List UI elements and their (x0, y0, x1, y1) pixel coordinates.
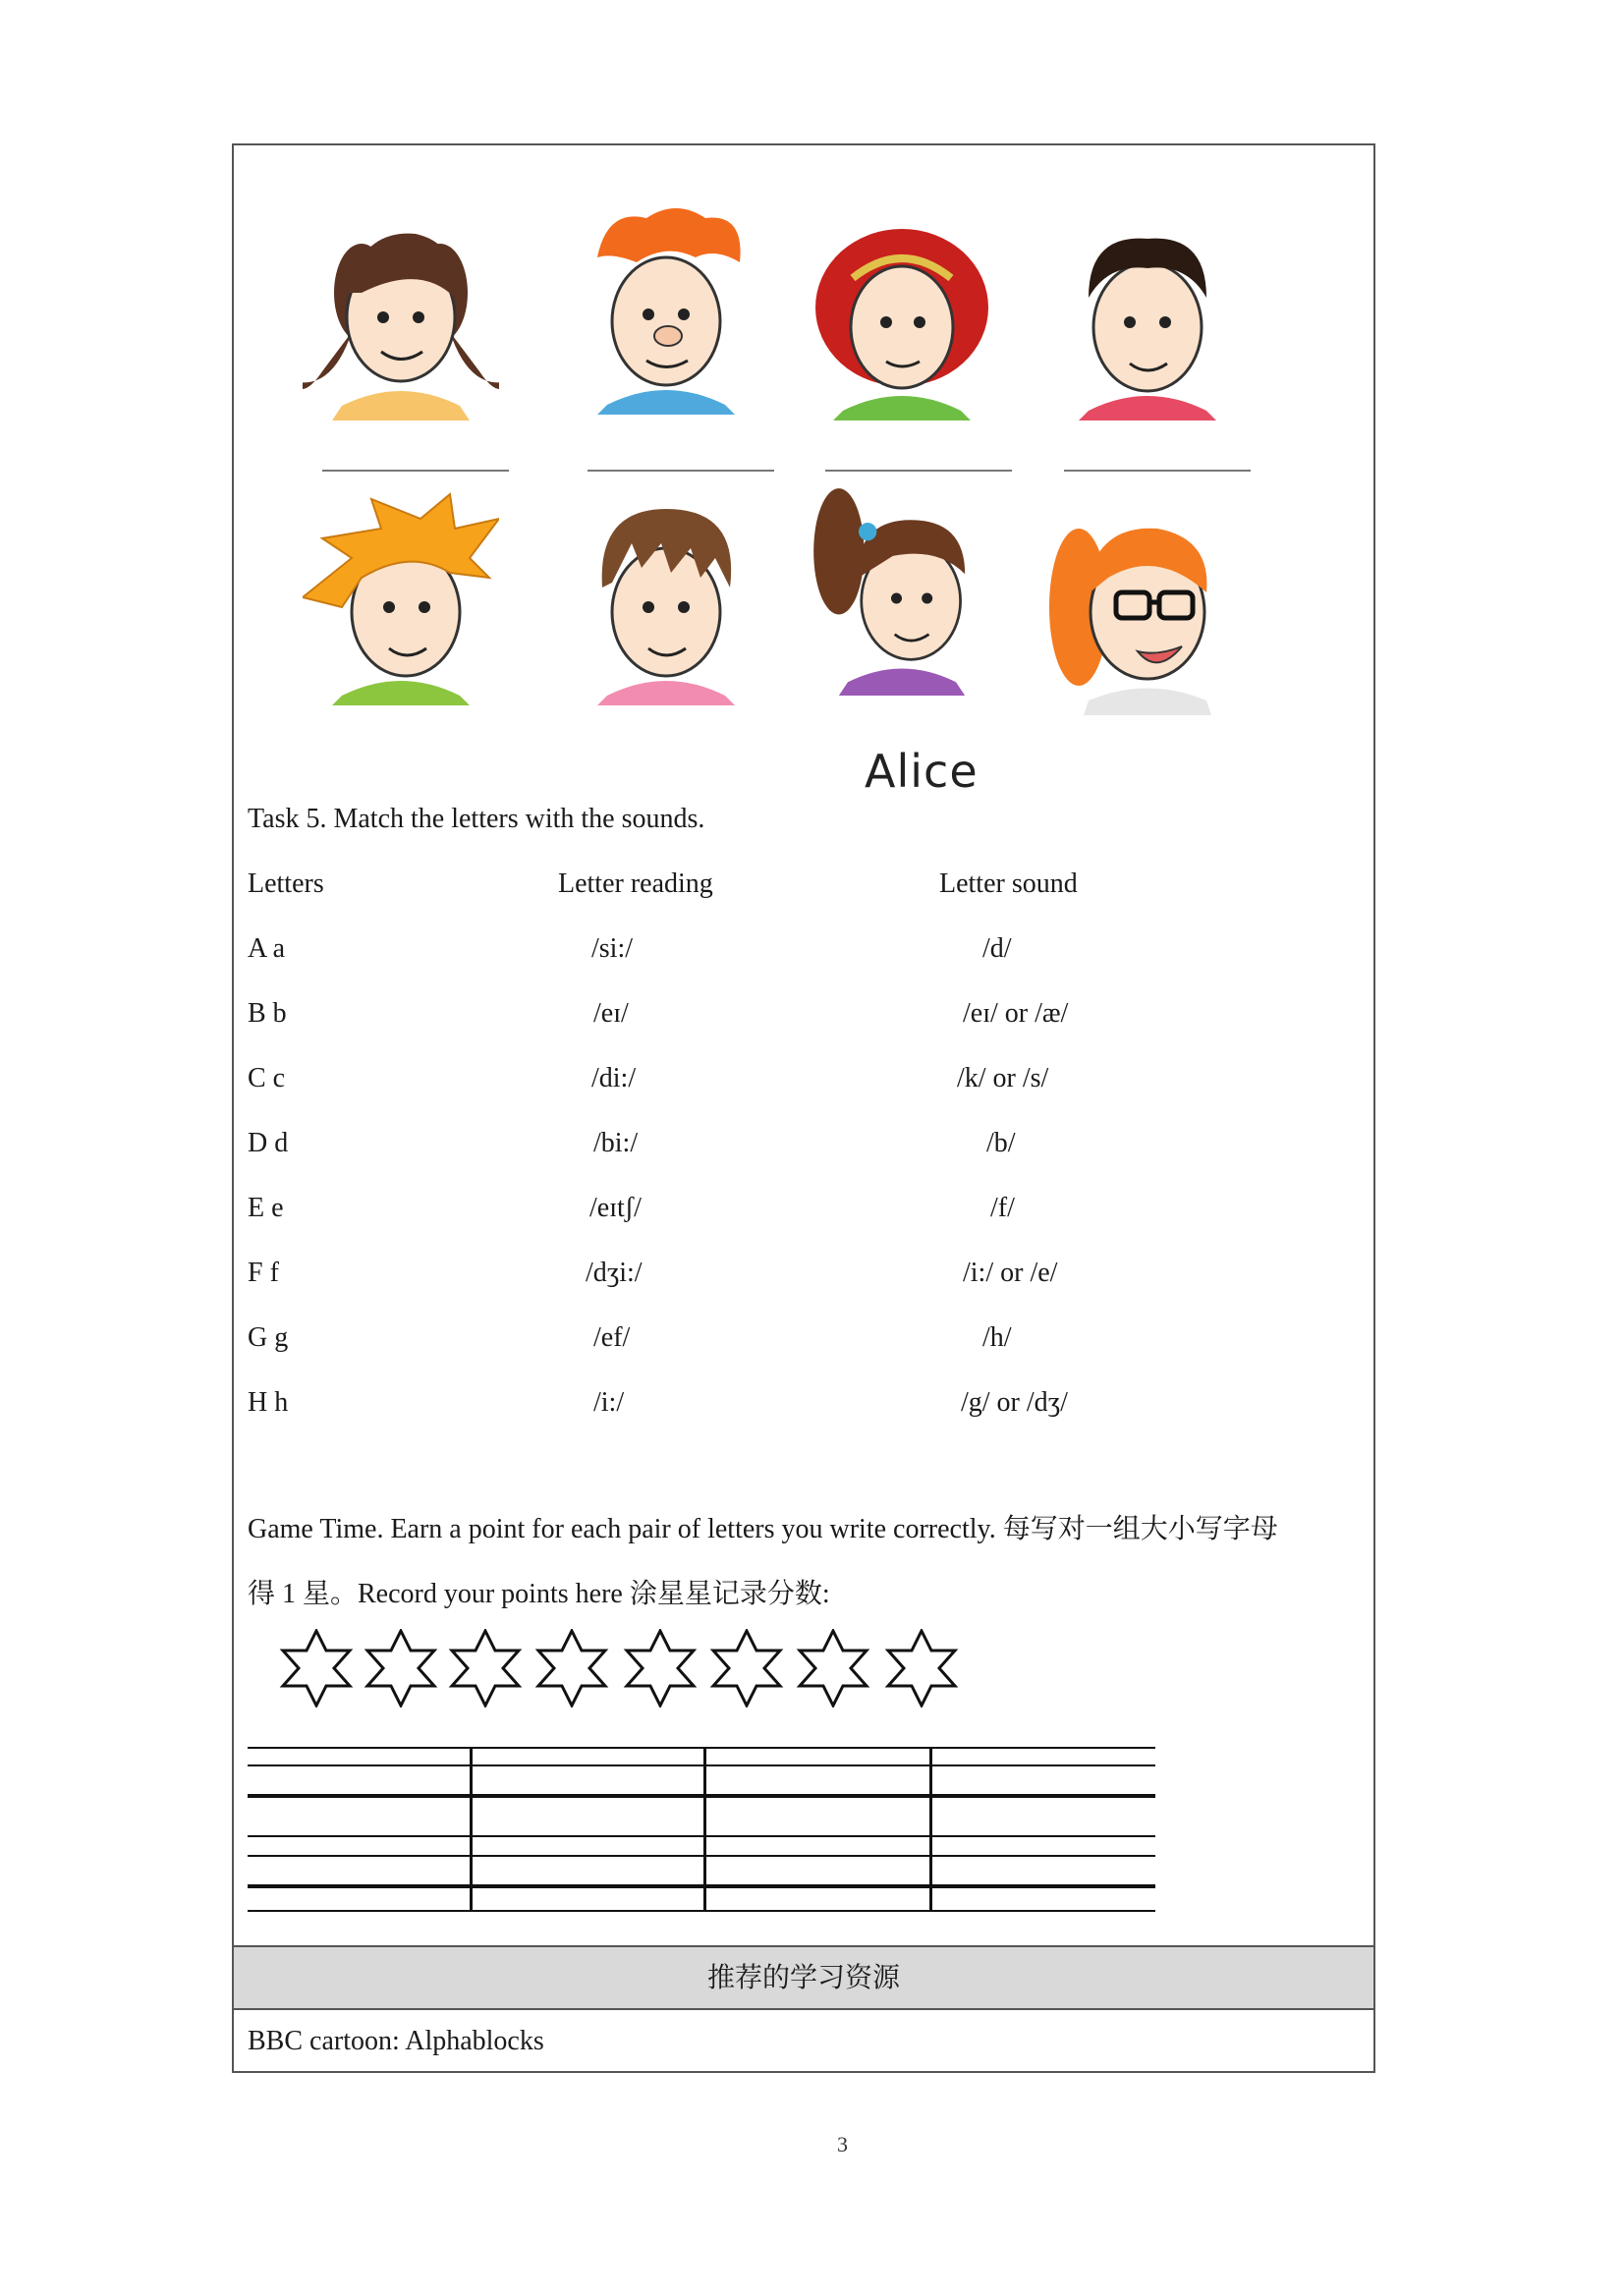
star-icon[interactable] (623, 1629, 698, 1708)
row-reading: /di:/ (591, 1063, 637, 1093)
star-icon[interactable] (364, 1629, 438, 1708)
face-boy-orange-curly (568, 198, 764, 415)
star-icon[interactable] (448, 1629, 523, 1708)
face-girl-glasses (1039, 499, 1236, 715)
row-letter: E e (248, 1193, 284, 1223)
name-line-1 (322, 470, 509, 472)
row-letter: F f (248, 1258, 279, 1288)
writing-line (248, 1855, 1155, 1857)
face-girl-red-curly (804, 204, 1000, 420)
writing-line (248, 1835, 1155, 1837)
resources-item: BBC cartoon: Alphablocks (248, 2026, 544, 2056)
face-girl-ponytail (804, 479, 1000, 696)
row-reading: /si:/ (591, 933, 634, 964)
row-sound: /h/ (982, 1322, 1012, 1353)
star-icon[interactable] (534, 1629, 609, 1708)
page-number: 3 (837, 2132, 848, 2156)
writing-divider (470, 1747, 473, 1912)
face-boy-brown-hair (568, 489, 764, 705)
row-reading: /eɪ/ (593, 998, 629, 1029)
row-reading: /i:/ (593, 1387, 625, 1418)
task5-title: Task 5. Match the letters with the sounds. (248, 804, 705, 834)
row-letter: D d (248, 1128, 289, 1158)
row-letter: H h (248, 1387, 289, 1418)
star-icon[interactable] (279, 1629, 354, 1708)
header-letter-sound: Letter sound (939, 868, 1078, 899)
writing-divider (703, 1747, 706, 1912)
row-reading: /ef/ (593, 1322, 631, 1353)
writing-line (248, 1747, 1155, 1749)
row-sound: /g/ or /dʒ/ (961, 1387, 1068, 1418)
row-reading: /eɪtʃ/ (589, 1193, 642, 1223)
writing-line (248, 1910, 1155, 1912)
name-line-4 (1064, 470, 1251, 472)
name-line-3 (825, 470, 1012, 472)
writing-line (248, 1764, 1155, 1766)
header-letters: Letters (248, 868, 324, 899)
game-time-line1: Game Time. Earn a point for each pair of letters you write correctly. 每写对一组大小写字母 (248, 1514, 1278, 1544)
writing-divider (929, 1747, 932, 1912)
row-sound: /i:/ or /e/ (963, 1258, 1058, 1288)
row-sound: /k/ or /s/ (957, 1063, 1049, 1093)
star-icon[interactable] (884, 1629, 959, 1708)
row-letter: B b (248, 998, 287, 1029)
face-label-alice: Alice (865, 745, 979, 798)
handwriting-lines[interactable] (248, 1747, 1155, 1914)
face-girl-pigtails (303, 204, 499, 420)
writing-line (248, 1884, 1155, 1888)
star-icon[interactable] (796, 1629, 870, 1708)
row-reading: /dʒi:/ (586, 1258, 643, 1288)
row-sound: /b/ (986, 1128, 1016, 1158)
resources-header: 推荐的学习资源 (234, 1945, 1373, 2010)
row-sound: /d/ (982, 933, 1012, 964)
face-boy-spiky-yellow (303, 489, 499, 705)
header-letter-reading: Letter reading (558, 868, 713, 899)
row-sound: /eɪ/ or /æ/ (963, 998, 1069, 1029)
writing-line (248, 1794, 1155, 1798)
star-icon[interactable] (709, 1629, 784, 1708)
row-reading: /bi:/ (593, 1128, 639, 1158)
game-time-line2: 得 1 星。Record your points here 涂星星记录分数: (248, 1579, 830, 1609)
game-time-text (248, 1497, 1358, 1627)
faces-illustration (244, 185, 1364, 912)
name-line-2 (588, 470, 774, 472)
row-letter: A a (248, 933, 286, 964)
row-letter: C c (248, 1063, 286, 1093)
row-sound: /f/ (990, 1193, 1015, 1223)
score-stars (279, 1629, 1026, 1717)
worksheet-frame (232, 143, 1375, 2073)
face-boy-black-hair (1049, 204, 1246, 420)
row-letter: G g (248, 1322, 289, 1353)
